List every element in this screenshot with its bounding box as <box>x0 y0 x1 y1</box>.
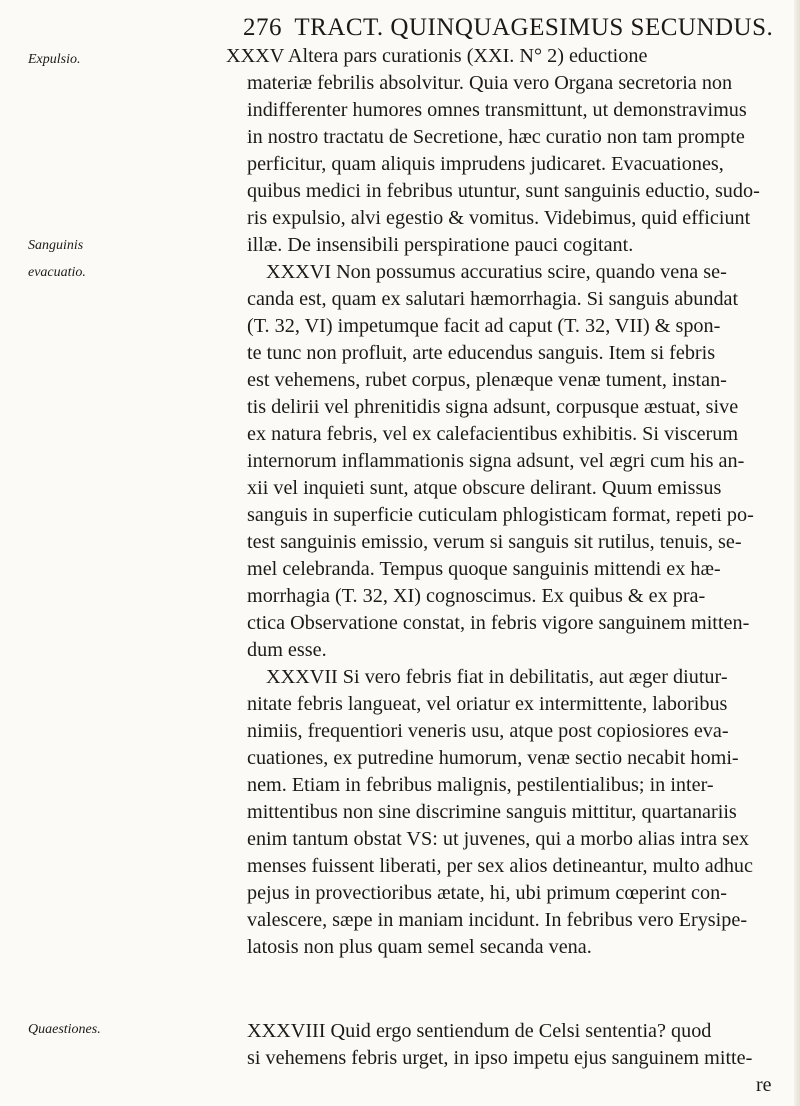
text-line: te tunc non profluit, arte educendus sanguis. Item si febris <box>247 342 716 364</box>
margin-note-evacuatio: evacuatio. <box>28 265 86 280</box>
text-line: pejus in provectioribus ætate, hi, ubi primum cœperint con- <box>247 882 727 904</box>
text-line: si vehemens febris urget, in ipso impetu ejus sanguinem mitte- <box>247 1047 753 1069</box>
text-line: cuationes, ex putredine humorum, venæ sectio necabit homi- <box>247 747 739 769</box>
text-line: morrhagia (T. 32, XI) cognoscimus. Ex quibus & ex pra- <box>247 585 706 607</box>
text-line: materiæ febrilis absolvitur. Quia vero Organa secretoria non <box>247 72 733 94</box>
text-line: mel celebranda. Tempus quoque sanguinis mittendi ex hæ- <box>247 558 721 580</box>
text-line: test sanguinis emissio, verum si sanguis sit rutilus, tenuis, se- <box>247 531 742 553</box>
text-line: canda est, quam ex salutari hæmorrhagia. Si sanguis abundat <box>247 288 739 310</box>
text-line: sanguis in superficie cuticulam phlogisticam format, repeti po- <box>247 504 754 526</box>
text-line: (T. 32, VI) impetumque facit ad caput (T. 32, VII) & spon- <box>247 315 721 337</box>
text-line: latosis non plus quam semel secanda vena. <box>247 936 592 958</box>
text-line: ex natura febris, vel ex calefacientibus exhibitis. Si viscerum <box>247 423 739 445</box>
running-header <box>243 14 773 42</box>
running-title: TRACT. QUINQUAGESIMUS SECUNDUS. <box>294 14 774 41</box>
text-line: perficitur, quam aliquis imprudens judicaret. Evacuationes, <box>247 153 724 175</box>
text-line: enim tantum obstat VS: ut juvenes, qui a morbo alias intra sex <box>247 828 749 850</box>
text-line: ris expulsio, alvi egestio & vomitus. Videbimus, quid efficiunt <box>247 207 751 229</box>
text-line: XXXVI Non possumus accuratius scire, quando vena se- <box>266 261 727 283</box>
margin-note-expulsio: Expulsio. <box>28 52 81 67</box>
text-line: mittentibus non sine discrimine sanguis mittitur, quartanariis <box>247 801 737 823</box>
page-number: 276 <box>243 14 282 41</box>
text-line: XXXVII Si vero febris fiat in debilitatis, aut æger diutur- <box>266 666 728 688</box>
margin-note-quaestiones: Quaestiones. <box>28 1022 101 1037</box>
page-edge <box>794 0 800 1106</box>
margin-note-sanguinis: Sanguinis <box>28 238 84 253</box>
text-line: tis delirii vel phrenitidis signa adsunt, corpusque æstuat, sive <box>247 396 739 418</box>
text-line: ctica Observatione constat, in febris vigore sanguinem mitten- <box>247 612 750 634</box>
text-line: XXXVIII Quid ergo sentiendum de Celsi sententia? quod <box>247 1020 712 1042</box>
text-line: nitate febris langueat, vel oriatur ex intermittente, laboribus <box>247 693 728 715</box>
text-line: valescere, sæpe in maniam incidunt. In febribus vero Erysipe- <box>247 909 748 931</box>
text-line: illæ. De insensibili perspiratione pauci cogitant. <box>247 234 634 256</box>
text-line: internorum inflammationis signa adsunt, vel ægri cum his an- <box>247 450 745 472</box>
text-line: indifferenter humores omnes transmittunt, ut demonstravimus <box>247 99 747 121</box>
text-line: XXXV Altera pars curationis (XXI. N° 2) eductione <box>226 45 648 67</box>
text-line: dum esse. <box>247 639 327 661</box>
text-line: menses fuissent liberati, per sex alios detineantur, multo adhuc <box>247 855 753 877</box>
text-line: est vehemens, rubet corpus, plenæque venæ tument, instan- <box>247 369 727 391</box>
text-line: xii vel inquieti sunt, atque obscure delirant. Quum emissus <box>247 477 722 499</box>
catchword: re <box>756 1074 772 1096</box>
text-line: quibus medici in febribus utuntur, sunt sanguinis eductio, sudo- <box>247 180 760 202</box>
text-line: nem. Etiam in febribus malignis, pestilentialibus; in inter- <box>247 774 714 796</box>
text-line: nimiis, frequentiori veneris usu, atque post copiosiores eva- <box>247 720 729 742</box>
text-line: in nostro tractatu de Secretione, hæc curatio non tam prompte <box>247 126 745 148</box>
